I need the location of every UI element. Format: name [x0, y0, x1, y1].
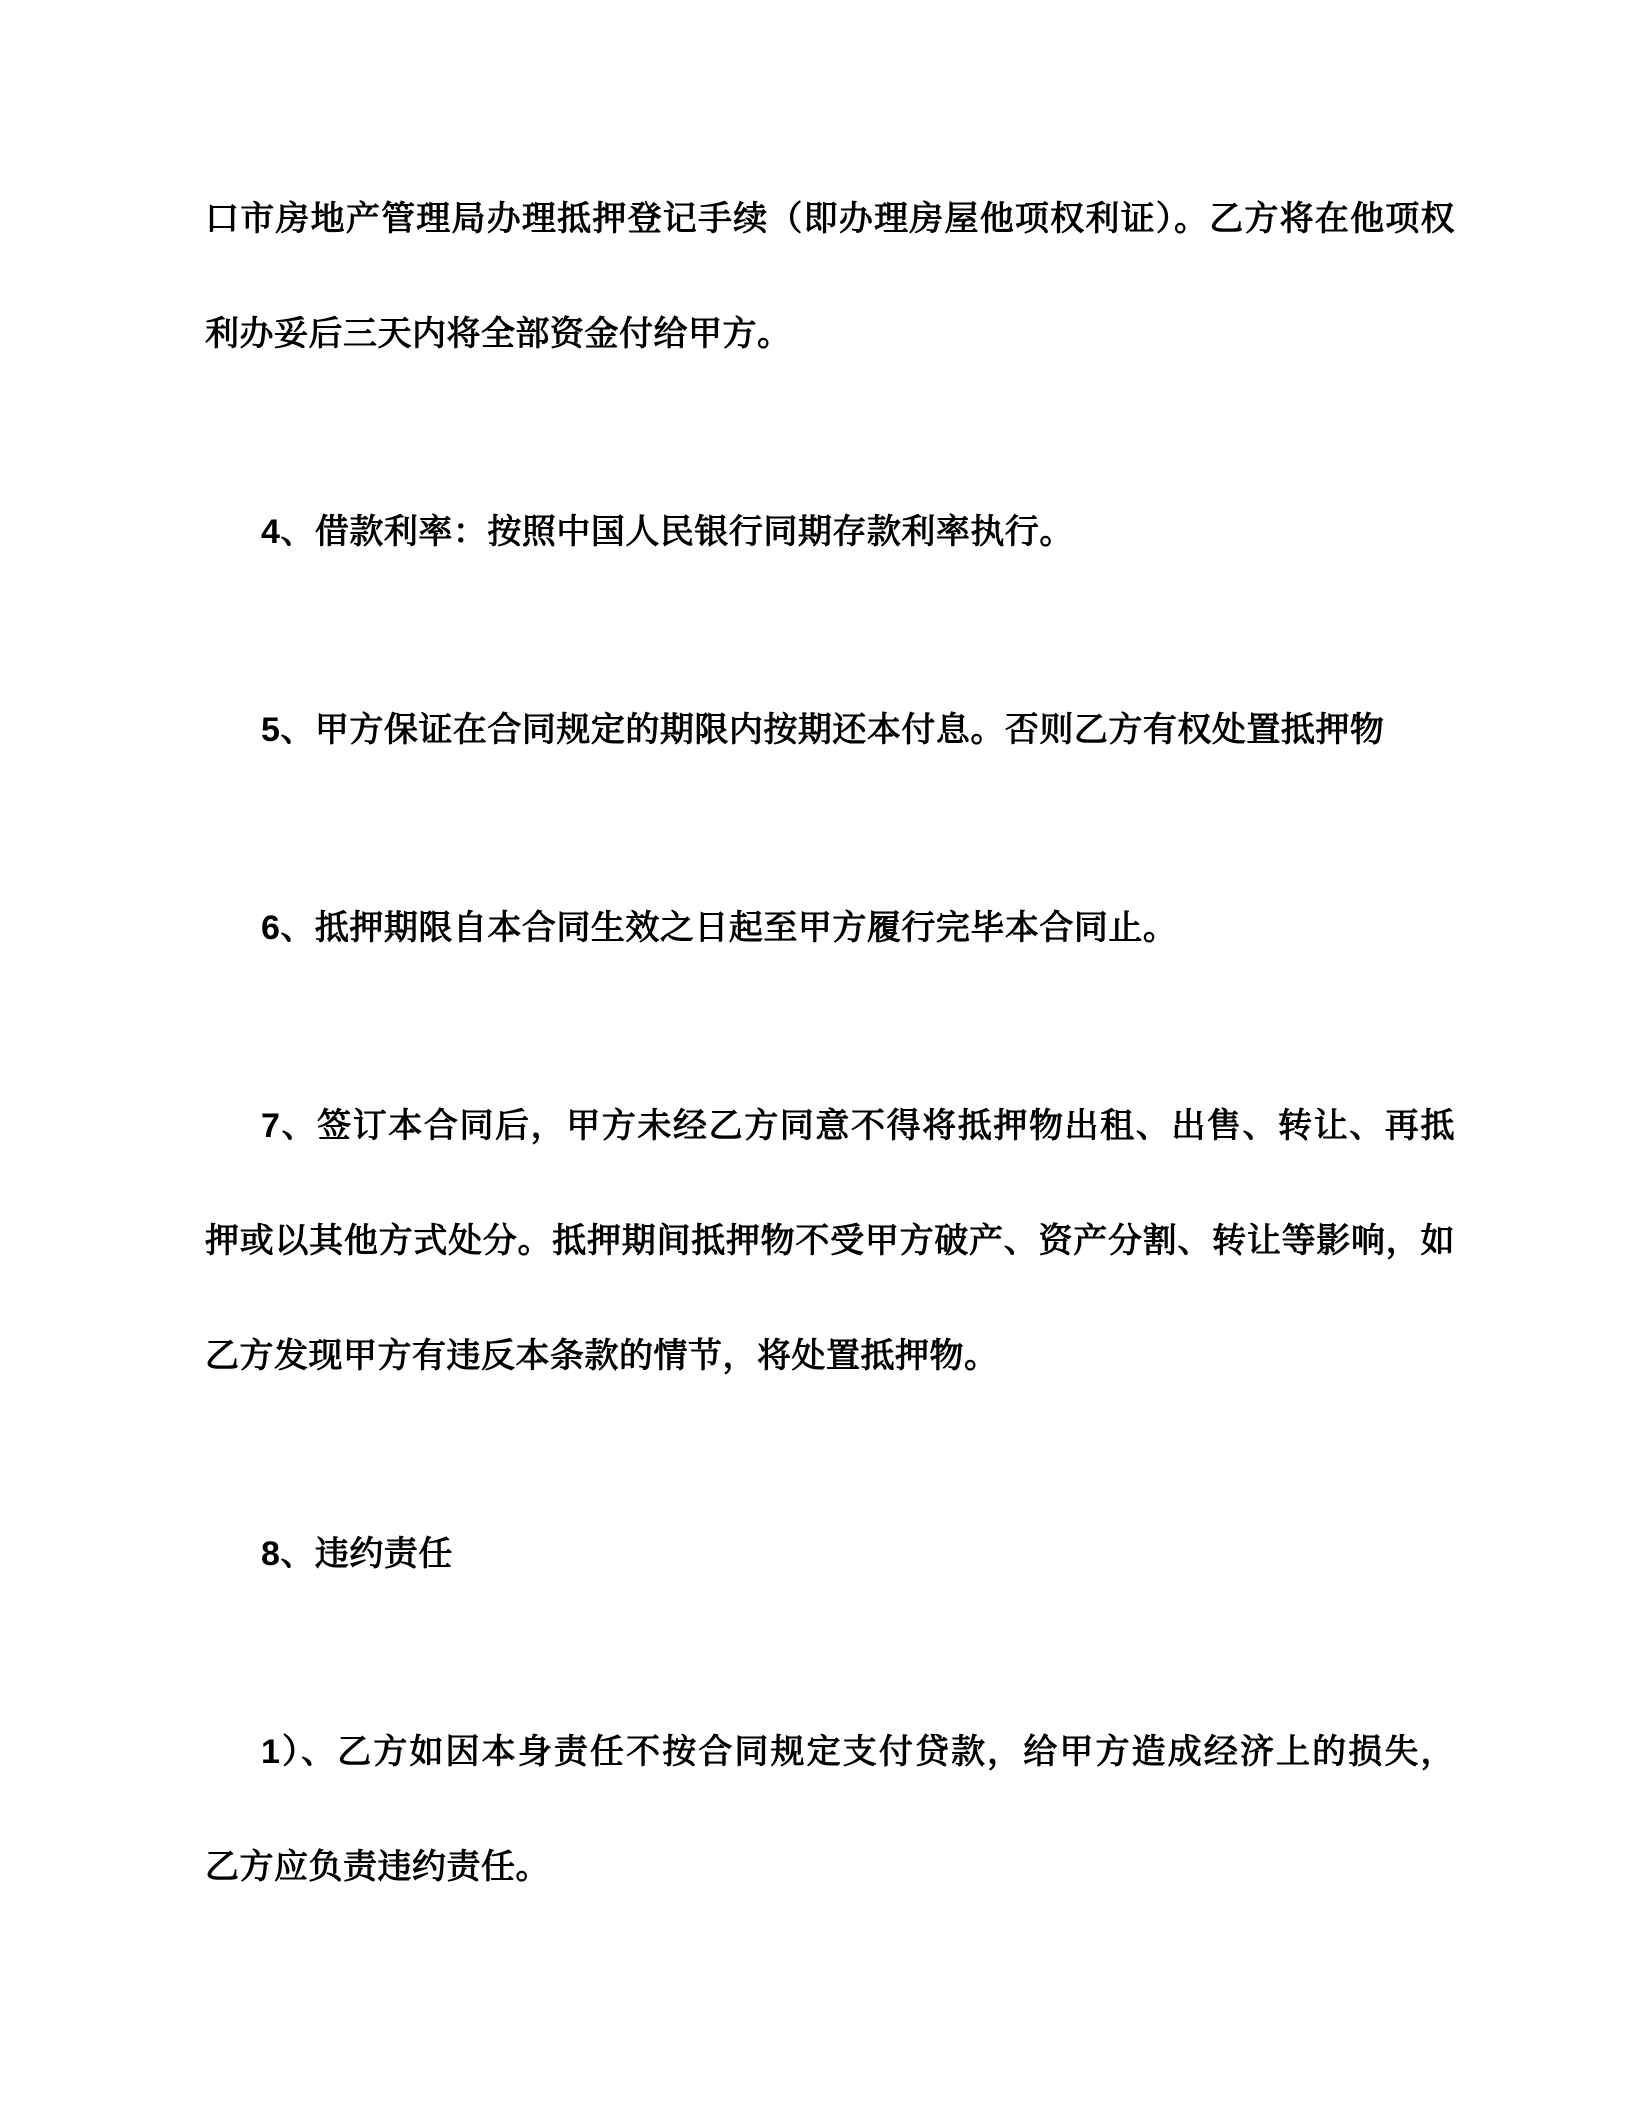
contract-body [205, 162, 1455, 1925]
contract-clause [205, 1069, 1455, 1414]
contract-clause [205, 162, 1455, 392]
clause-line: 1）、乙方如因本身责任不按合同规定支付贷款，给甲方造成经济上的损失， [261, 1733, 1455, 1771]
clause-line: 8、违约责任 [261, 1535, 453, 1573]
clause-line: 7、签订本合同后，甲方未经乙方同意不得将抵押物出租、出售、转让、再抵 [261, 1107, 1455, 1145]
contract-clause [205, 475, 1455, 590]
contract-clause [205, 673, 1455, 788]
contract-clause [205, 1497, 1455, 1612]
clause-line: 乙方发现甲方有违反本条款的情节，将处置抵押物。 [205, 1337, 999, 1375]
clause-line: 押或以其他方式处分。抵押期间抵押物不受甲方破产、资产分割、转让等影响，如 [205, 1222, 1455, 1260]
clause-line: 口市房地产管理局办理抵押登记手续（即办理房屋他项权利证）。乙方将在他项权 [205, 200, 1455, 238]
contract-clause [205, 1695, 1455, 1925]
clause-line: 6、抵押期限自本合同生效之日起至甲方履行完毕本合同止。 [261, 909, 1178, 947]
contract-clause [205, 871, 1455, 986]
clause-line: 利办妥后三天内将全部资金付给甲方。 [205, 315, 792, 353]
clause-line: 4、借款利率：按照中国人民银行同期存款利率执行。 [261, 513, 1074, 551]
clause-line: 5、甲方保证在合同规定的期限内按期还本付息。否则乙方有权处置抵押物 [261, 711, 1385, 749]
clause-line: 乙方应负责违约责任。 [205, 1848, 550, 1886]
